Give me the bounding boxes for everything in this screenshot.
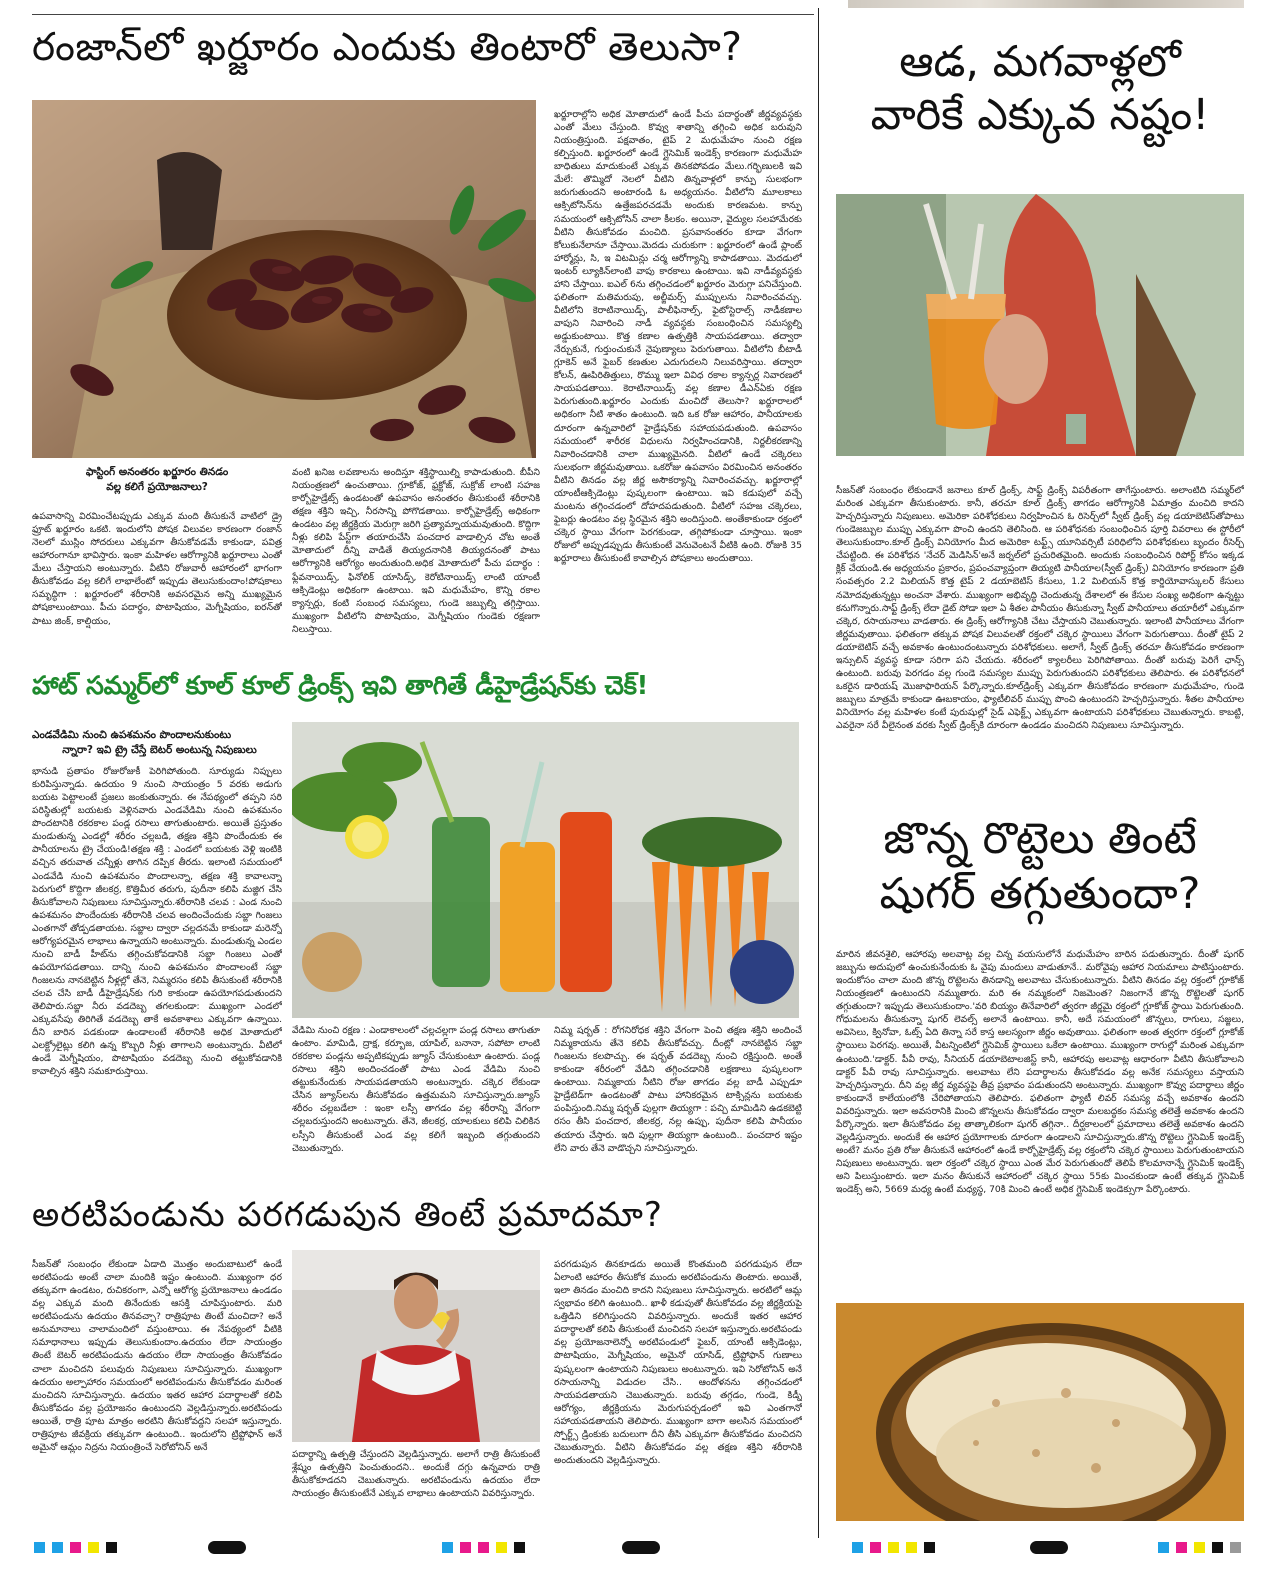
dates-headline: రంజాన్‌లో ఖర్జూరం ఎందుకు తింటారో తెలుసా?	[32, 25, 743, 70]
banana-headline: అరటిపండును పరగడుపున తింటే ప్రమాదమా?	[32, 1195, 663, 1235]
registration-pill-2	[622, 1541, 660, 1554]
dates-caption	[32, 466, 282, 496]
drinks-headline: హాట్ సమ్మర్‌లో కూల్ కూల్ డ్రింక్స్ ఇవి తాగితే డీహైడ్రేషన్‌కు చెక్!	[32, 671, 648, 701]
dates-col2: వంటి ఖనిజ లవణాలను అందిస్తూ శక్తిస్థాయిల్ని కాపాడుతుంది. బీపీని నియంత్రణలో ఉంచుతాయి. గ్లూకోజ్, ఫ్రక్టోజ్, సుక్రోజ్ లాంటి సహజ కార్బోహైడ్రేట్స్ ఉండటంతో ఉపవాసం అనంతరం తీసుకుంటే శరీరానికి తక్షణ శక్తిని ఇచ్చి, నీరసాన్ని పోగొడతాయి. కార్బోహైడ్రేట్స్ అధికంగా ఉండటం వల్ల జీర్ణక్రియ మెరుగ్గా జరిగి ప్రత్యామ్నాయమవుతుంది. కొద్దిగా నీళ్లు కలిపి పేస్ట్‌గా తయారుచేసి పంచదార వాడాల్సిన చోట అంతే మోతాదులో దీన్ని వాడితే తియ్యదనానికి తియ్యదనంతో పాటు ఆరోగ్యానికి ఆరోగ్యం అందుతుంది.అధిక మోతాదులో పీచు పదార్థం : ఫ్లేవనాయిడ్స్, ఫినోలిక్ యాసిడ్స్, కెరోటినాయిడ్స్ లాంటి యాంటీ ఆక్సిడెంట్లు అధికంగా ఉంటాయి. ఇవి మధుమేహం, కొన్ని రకాల క్యాన్సర్లు, కంటి సంబంధ సమస్యలు, గుండె జబ్బుల్ని తగ్గిస్తాయి. ముఖ్యంగా వీటిలోని పొటాషియం, మెగ్నీషియం గుండెకు రక్షణగా నిలుస్తాయి.	[292, 467, 540, 635]
gender-headline	[836, 38, 1244, 141]
roti-headline-line2: షుగర్ తగ్గుతుందా?	[879, 869, 1201, 920]
dates-photo	[32, 100, 536, 458]
dates-col3: ఖర్జూరాల్లోని అధిక మోతాదులో ఉండే పీచు పదార్థంతో జీర్ణవ్యవస్థకు ఎంతో మేలు చేస్తుంది. కొవ్వు శాతాన్ని తగ్గించి అధిక బరువుని నియంత్రిస్తుంది. పక్షవాతం, టైప్ 2 మధుమేహం నుంచి రక్షణ కల్పిస్తుంది. ఖర్జూరంలో ఉండే గ్లైసెమిక్ ఇండెక్స్ కారణంగా మధుమేహ బాధితులు మాదుకుంటే ఎక్కువ తినకపోవడం మేలు.గర్భిణులకి ఇవి మేలే: తొమ్మిదో నెలలో వీటిని తిన్నవాళ్లలో కాన్పు సులభంగా జరుగుతుందని అంటారండి ఓ అధ్యయనం. వీటిలోని మూలకాలు ఆక్సిటోసిన్‌ను ఉత్తేజపరచడమే అందుకు కారణమట. కాన్పు సమయంలో ఆక్సిటోసిన్ చాలా కీలకం. అయినా, వైద్యుల సలహామేరకు వీటిని తీసుకోవడం మంచిది. ప్రసవానంతరం కూడా వేగంగా కోలుకునేలానూ చేస్తాయి.మెదడు చురుకుగా : ఖర్జూరంలో ఉండే ప్లాంట్ హార్మోన్లు, సి, ఇ విటమిన్లు చర్మ ఆరోగ్యాన్ని కాపాడతాయి. మెదడులో ఇంటర్ ల్యూకిన్‌లాంటి వాపు కారకాలు ఉంటాయి. ఇవి నాడీవ్యవస్థకు హాని చేస్తాయి. ఐఎల్ 6ను తగ్గించడంలో ఖర్జూరం మెరుగ్గా పనిచేస్తుంది. ఫలితంగా మతిమరుపు, అల్జీమర్స్ ముప్పులను నివారించవచ్చు. వీటిలోని కెరాటినాయిడ్స్, పాలీఫినాల్స్, ఫైటోస్టెరాల్స్ నాడీకణాల వాపుని నివారించి నాడీ వ్యవస్థకు సంబంధించిన సమస్యల్ని అడ్డుకుంటాయి. కొత్త కణాల ఉత్పత్తికి సాయపడతాయి. తద్వారా నేర్చుకునే, గుర్తుంచుకునే నైపుణ్యాలు పెరుగుతాయి. వీటిలోని బీటాడీ గ్లూకెన్ అనే ఫైబర్ కణతుల ఎదుగుదలని నిలువరిస్తాయి. తద్వారా కోలన్, ఊపిరితిత్తులు, రొమ్ము ఇలా వివిధ రకాల క్యాన్సర్ల నివారణలో సాయపడతాయి. కెరాటినాయిడ్స్ వల్ల కణాల డీఎన్ఏకు రక్షణ పెరుగుతుంది.ఖర్జూరం ఎందుకు మంచిదో తెలుసా? ఖర్జూరాలలో అధికంగా నీటి శాతం ఉంటుంది. ఇది ఒక రోజు ఆహారం, పానీయాలకు దూరంగా ఉన్నవారిలో హైడ్రేషన్‌కు సహాయపడుతుంది. ఉపవాసం సమయంలో శారీరక విధులను నిర్వహించడానికి, నిర్జలీకరణాన్ని నివారించడానికి చాలా ముఖ్యమైనది. వీటిలో ఉండే చక్కెరలు సులభంగా జీర్ణమవుతాయి. ఒకరోజు ఉపవాసం విరమించిన అనంతరం వీటిని తినడం వల్ల జీర్ణ అసౌకర్యాన్ని నివారించవచ్చు. ఖర్జూరాల్లో యాంటీఆక్సిడెంట్లు పుష్కలంగా ఉంటాయి. ఇవి కడుపులో వచ్చే మంటను తగ్గించడంలో దోహదపడుతుంది. వీటిలో సహజ చక్కెరలు, ఫైబర్లు ఉండటం వల్ల స్థిరమైన శక్తిని అందిస్తుంది. అంతేకాకుండా రక్తంలో చక్కెర స్థాయి వేగంగా పెరగకుండా, తగ్గిపోకుండా చూస్తాయి. ఇంకా రోజులో అప్పుడప్పుడు తీసుకుంటే వెనువెంటనే వీటికి ఉంది. రోజుకి 35 ఖర్జూరాలు తీసుకుంటే కావాల్సిన పోషకాలు అందుతాయి.	[554, 109, 802, 565]
drinks-col3: నిమ్మ షర్బత్ : రోగనిరోధక శక్తిని వేగంగా పెంచి తక్షణ శక్తిని అందించే నిమ్మకాయను తేనె కలిపి తీసుకోవచ్చు. దీంట్లో నానబెట్టిన సబ్జా గింజలను కలపొచ్చు. ఈ షర్బత్ వడదెబ్బ నుంచి రక్షిస్తుంది. అంతే కాకుండా శరీరంలో వేడిని తగ్గించడానికి లక్షణాలు పుష్కలంగా ఉంటాయి. నిమ్మకాయ నీటిని రోజు తాగడం వల్ల బాడీ ఎప్పుడూ హైడ్రేటెడ్‌గా ఉండటంతో పాటు హానికరమైన టాక్సిన్లను బయటకు పంపిస్తుంది.నిమ్మ షర్బత్ పుల్లగా తియ్యగా : పచ్చి మామిడిని ఉడకబెట్టి రసం తీసి పంచదార, జీలకర్ర, నల్ల ఉప్పు, పుదీనా కలిపి పానీయం తయారు చేస్తారు. ఇది పుల్లగా తియ్యగా ఉంటుంది.. పంచదార ఇష్టం లేని వారు తేనె వాడొచ్చని సూచిస్తున్నారు.	[554, 1025, 802, 1154]
drinks-subhead-line1: ఎండవేడిమి నుంచి ఉపశమనం పొందాలనుకుంటు	[32, 729, 232, 741]
roti-body: మారిన జీవనశైలి, ఆహారపు అలవాట్ల వల్ల చిన్న వయసులోనే మధుమేహం బారిన పడుతున్నారు. దీంతో షుగర్ జబ్బును అదుపులో ఉంచుకునేందుకు ఓ వైపు మందులు వాడుతూనే.. మరోవైపు ఆహార నియమాలు పాటిస్తుంటారు. ఇందుకోసం చాలా మంది జొన్న రొట్టెలను తినడాన్ని అలవాటు చేసుకుంటున్నారు. వీటిని తినడం వల్ల రక్తంలో గ్లూకోజ్ నియంత్రణలో ఉంటుందని నమ్ముతారు. మరి ఈ నమ్మకంలో నిజమెంత? నిజంగానే జొన్న రొట్టెలతో షుగర్ తగ్గుతుందా? ఇప్పుడు తెలుసుకుందాం.'వరి బియ్యం తినేవారిలో త్వరగా జీర్ణమై రక్తంలో గ్లూకోజ్ స్థాయి పెరుగుతుంది. గోధుమలను తీసుకున్నా షుగర్ లెవల్స్ అలానే ఉంటాయి. కానీ, అదే సమయంలో జొన్నలు, రాగులు, సజ్జలు, అవిసెలు, క్వినోవా, ఓట్స్ ఏది తిన్నా సరే కాస్త ఆలస్యంగా జీర్ణం అవుతాయి. ఫలితంగా అంత త్వరగా రక్తంలో గ్లూకోజ్ స్థాయిలు పెరగవు. అయితే, వీటన్నింటిలో గ్లైసెమిక్ స్థాయిలు ఒకేలా ఉంటాయి. ముఖ్యంగా రాగుల్లో మరింత ఎక్కువగా ఉంటుంది.'డాక్టర్. పీవీ రావు, సీనియర్ డయాబెటాలజిస్ట్ కానీ, ఆహారపు అలవాట్ల ఆధారంగా వీటిని తీసుకోవాలని డాక్టర్ పీవీ రావు సూచిస్తున్నారు. అలవాటు లేని పదార్థాలను తీసుకోవడం వల్ల అనేక సమస్యలు వస్తాయని హెచ్చరిస్తున్నారు. దీని వల్ల జీర్ణ వ్యవస్థపై తీవ్ర ప్రభావం పడుతుందని అంటున్నారు. ముఖ్యంగా కొవ్వు పదార్థాలు జీర్ణం కాకుండానే కాలేయంలోకి చేరిపోతాయని తెలిపారు. ఫలితంగా ఫ్యాటీ లివర్ సమస్య వచ్చే అవకాశం ఉందని వివరిస్తున్నారు. ఇలా అవసరానికి మించి జొన్నలను తీసుకోవడం ద్వారా మలబద్ధకం సమస్య తలెత్తే అవకాశం ఉందని పేర్కొన్నారు. ఇలా తీసుకోవడం వల్ల తాత్కాలికంగా షుగర్ తగ్గినా.. దీర్ఘకాలంలో ప్రమాదాలు తలెత్తే అవకాశం ఉందని వెల్లడిస్తున్నారు. అందుకే ఈ ఆహార ప్రయోగాలకు దూరంగా ఉండాలని సూచిస్తున్నారు.జొన్న రొట్టెలు గ్లైసెమిక్ ఇండెక్స్ అంటే? మనం ప్రతి రోజు తీసుకునే ఆహారంలో ఉండే కార్బోహైడ్రేట్స్ వల్ల రక్తంలోని చక్కెర స్థాయిలు పెరుగుతుంటాయని నిపుణులు అంటున్నారు. ఇలా రక్తంలో చక్కెర స్థాయి ఎంత మేర పెరుగుతుందో తెలిపే కొలమానాన్నే గ్లైసెమిక్ ఇండెక్స్ అని పిలుస్తుంటారు. ఇలా మనం తీసుకునే ఆహారంలో చక్కెర స్థాయి 55కు మించకుండా ఉంటే తక్కువ గ్లైసెమిక్ ఇండెక్స్ అని, 5669 మధ్య ఉంటే మధ్యస్థ, 70కి మించి ఉంటే అధిక గ్లైసెమిక్ ఇండెక్సుగా పేర్కొంటారు.	[836, 949, 1244, 1196]
drinks-photo	[292, 722, 799, 1018]
banana-col1: సీజన్‌తో సంబంధం లేకుండా ఏడాది మొత్తం అందుబాటులో ఉండే అరటిపండు అంటే చాలా మందికి ఇష్టం ఉంటుంది. ముఖ్యంగా ధర తక్కువగా ఉండటం, రుచికరంగా, ఎన్నో ఆరోగ్య ప్రయోజనాలు ఉండడం వల్ల ఎక్కువ మంది తినేందుకు ఆసక్తి చూపిస్తుంటారు. మరి అరటిపండును ఉదయం తినవచ్చా? రాత్రిపూట తింటే మంచిదా? అనే అనుమానాలు చాలామందిలో వస్తుంటాయి. ఈ నేపథ్యంలో వీటికి సమాధానాలు ఇప్పుడు తెలుసుకుందాం.ఉదయం లేదా సాయంత్రం తింటే బెటర్ అరటిపండును ఉదయం లేదా సాయంత్రం తీసుకోవడం చాలా మంచిదని పలువురు నిపుణులు సూచిస్తున్నారు. ముఖ్యంగా ఉదయం అల్పాహారం సమయంలో అరటిపండును తీసుకోవడం మరింత మంచిదని సూచిస్తున్నారు. ఉదయం ఇతర ఆహార పదార్థాలతో కలిపి తీసుకోవడం వల్ల ప్రయోజనం ఉంటుందని వెల్లడిస్తున్నారు.అరటిపండు ఆయితే, రాత్రి పూట మాత్రం అరటిని తీసుకోవద్దని సలహా ఇస్తున్నారు. రాత్రిపూట జీవక్రియ తక్కువగా ఉంటుంది.. ఇందులోని ట్రిప్టోఫాన్ అనే అమైనో ఆమ్లం నిద్రను నియంత్రించే సెరోటోనిన్ అనే	[32, 1259, 282, 1453]
registration-pill-3	[1030, 1541, 1068, 1554]
top-strip-image	[848, 0, 1244, 8]
juices-image	[292, 722, 799, 1018]
banana-col2: పదార్థాన్ని ఉత్పత్తి చేస్తుందని వెల్లడిస్తున్నారు. అలాగే రాత్రి తీసుకుంటే శ్లేష్మం ఉత్పత్తిని పెంచుతుందని.. అందుకే దగ్గు ఉన్నవారు రాత్రి తీసుకోకూడదని చెబుతున్నారు. అరటిపండును ఉదయం లేదా సాయంత్రం తీసుకుంటేనే ఎక్కువ లాభాలు ఉంటాయని వివరిస్తున్నారు.	[292, 1449, 540, 1500]
man-eating-banana-image	[292, 1250, 540, 1442]
column-divider	[818, 8, 819, 1538]
banana-photo	[292, 1250, 540, 1442]
gender-body: సీజన్‌తో సంబంధం లేకుండానే జనాలు కూల్ డ్రింక్స్, సాఫ్ట్ డ్రింక్స్ విపరీతంగా తాగేస్తుంటారు. అలాంటిది సమ్మర్‌లో మరింత ఎక్కువగా తీసుకుంటారు. కానీ, తరచూ కూల్ డ్రింక్స్ తాగడం ఆరోగ్యానికి ఏమాత్రం మంచిది కాదని హెచ్చరిస్తున్నారు నిపుణులు. అమెరికా పరిశోధకులు నిర్వహించిన ఓ రిసెర్చ్‌లో స్వీట్ డ్రింక్స్ వల్ల డయాబెటిస్‌తోపాటు గుండెజబ్బుల ముప్పు ఎక్కువగా పొంచి ఉందని తెలిసింది. ఆ పరిశోధనకు సంబంధించిన పూర్తి వివరాలు ఈ స్టోరీలో తెలుసుకుందాం.కూల్ డ్రింక్స్ వినియోగం మీద అమెరికా టఫ్ట్స్ యూనివర్సిటీ పరిధిలోని పరిశోధకులు బృందం రీసెర్చ్ చేపట్టింది. ఈ పరిశోధన 'నేచర్ మెడిసిన్'అనే జర్నల్‌లో ప్రచురితమైంది. అందుకు సంబంధించిన రిపోర్ట్ కోసం ఇక్కడ క్లిక్ చేయండి.ఈ అధ్యయనం ప్రకారం, ప్రపంచవ్యాప్తంగా తియ్యటి పానీయాల(స్వీట్ డ్రింక్స్) వినియోగం కారణంగా ప్రతి సంవత్సరం 2.2 మిలియన్ కొత్త టైప్ 2 డయాబెటిస్ కేసులు, 1.2 మిలియన్ కొత్త కార్డియోవాస్కులర్ కేసులు నమోదవుతున్నట్లు అంచనా వేశారు. ముఖ్యంగా అభివృద్ధి చెందుతున్న దేశాలలో ఈ కేసుల సంఖ్య అధికంగా ఉన్నట్టు కనుగొన్నారు.సాఫ్ట్ డ్రింక్స్ లేదా డైట్ సోడా ఇలా ఏ శీతల పానీయం తీసుకున్నా స్వీట్ పానీయాలు తయారీలో ఎక్కువగా చక్కెర, రసాయనాలు వాడతారు. ఈ డ్రింక్స్ ఆరోగ్యానికి చేటు చేస్తాయని చెబుతున్నారు. ఇలాంటి పానీయాలు వేగంగా జీర్ణమవుతాయి. ఫలితంగా తక్కువ పోషక విలువలతో రక్తంలో చక్కెర స్థాయిలు వేగంగా పెరుగుతాయి. దీంతో టైప్ 2 డయాబెటిస్ వచ్చే అవకాశం ఉంటుందంటున్నారు పరిశోధకులు. అలాగే, స్వీట్ డ్రింక్స్ తరచూ తీసుకోవడం కారణంగా ఇన్సులిన్ వ్యవస్థ కూడా సరిగా పని చేయదు. శరీరంలో క్యాలరీలు పెరిగిపోతాయి. దీంతో బరువు పెరిగే ఛాన్స్ ఉంటుంది. బరువు పెరగడం వల్ల గుండె సమస్యల ముప్పు పెరుగుతుందని పరిశోధకులు తెలిపారు. ఈ పరిశోధనలో ఒకరైన డారియష్ మొజాఫారియన్ పేర్కొన్నారు.కూల్‌డ్రింక్స్ ఎక్కువగా తీసుకోవడం కారణంగా మధుమేహం, గుండె జబ్బులు మాత్రమే కాకుండా ఊబకాయం, ఫ్యాటీలివర్ ముప్పు పొంచి ఉంటుందని హెచ్చరిస్తున్నారు. శీతల పానీయాల వినియోగం వల్ల మహిళల కంటే పురుషుల్లో సైడ్ ఎఫెక్ట్స్ ఎక్కువగా ఉంటాయని పరిశోధకులు చెబుతున్నారు. కాబట్టి, ఎవరైనా సరే వీలైనంత వరకు స్వీట్ డ్రింక్స్‌కి దూరంగా ఉండడం మంచిదని నిపుణులు సూచిస్తున్నారు.	[836, 485, 1244, 732]
roti-photo	[836, 1303, 1244, 1521]
jowar-roti-image	[836, 1303, 1244, 1521]
drinks-col2: వేడిమి నుంచి రక్షణ : ఎండాకాలంలో చల్లచల్లగా పండ్ల రసాలు తాగుతూ ఉంటాం. మామిడి, ద్రాక్ష, కర్బూజ, యాపిల్, బనానా, సపోటా లాంటి రకరకాల పండ్లను అప్పటికప్పుడు జ్యూస్ చేసుకుంటూ ఉంటారు. పండ్ల రసాలు శక్తిని అందించడంతో పాటు ఎండ వేడిమి నుంచి తట్టుకునేందుకు సాయపడతాయని అంటున్నారు. చక్కెర లేకుండా చేసిన జ్యూస్‌లను తీసుకోవడం ఉత్తమమని సూచిస్తున్నారు.జ్యూస్ శరీరం చల్లబడేలా : ఇంకా లస్సీ తాగడం వల్ల శరీరాన్ని వేగంగా చల్లబరుస్తుందని అంటున్నారు. తేనె, జీలకర్ర, యాలకులు కలిపి చిలికిన లస్సీని తీసుకుంటే ఎండ వల్ల కలిగే ఇబ్బంది తగ్గుతుందని చెబుతున్నారు.	[292, 1025, 540, 1154]
registration-pill-1	[208, 1541, 246, 1554]
drinks-subhead-line2: న్నారా? ఇవి ట్రై చేస్తే బెటర్ అంటున్న నిపుణులు	[62, 744, 257, 756]
drinks-col1: భానుడి ప్రతాపం రోజురోజుకీ పెరిగిపోతుంది. సూర్యుడు నిప్పులు కురిపిస్తున్నాడు. ఉదయం 9 నుంచి సాయంత్రం 5 వరకు అడుగు బయట పెట్టాలంటే ప్రజలు జంకుతున్నారు. ఈ నేపథ్యంలో తప్పని సరి పరిస్థితుల్లో బయటకు వెళ్లినవారు ఎండవేడిమి నుంచి ఉపశమనం పొందటానికి రకరకాల పండ్ల రసాలు తాగుతుంటారు. అయితే ప్రస్తుతం మండుతున్న ఎండల్లో శరీరం చల్లబడి, తక్షణ శక్తిని పొందేందుకు ఈ పానీయాలను ట్రై చేయండి!తక్షణ శక్తి : ఎండలో బయటకు వెళ్లి ఇంటికి వచ్చిన తరువాత చన్నీళ్లు తాగిన దప్పిక తీరదు. ఇలాంటి సమయంలో ఎండవేడి నుంచి ఉపశమనం పొందాలన్నా, తక్షణ శక్తి కావాలన్నా పెరుగులో కొద్దిగా జీలకర్ర, కొత్తిమీర తరుగు, పుదీనా కలిపి మజ్జిగ చేసి తీసుకోవాలని నిపుణులు సూచిస్తున్నారు.శరీరానికి చలవ : ఎండ నుంచి ఉపశమనం పొందేందుకు శరీరానికి చలవ అందించేందుకు సబ్జా గింజలు ఎంతగానో తోడ్పడతాయట. సబ్జాల ద్వారా చల్లదనమే కాకుండా మరెన్నో ఆరోగ్యపరమైన లాభాలు ఉన్నాయని అంటున్నారు. మండుతున్న ఎండల నుంచి బాడీ హీట్‌ను తగ్గించుకోవడానికి సబ్జా గింజలు ఎంతో ఉపయోగపడతాయి. దాన్ని నుంచి ఉపశమనం పొందాలంటే సబ్జా గింజలను నానబెట్టిన నీళ్లల్లో తేనె, నిమ్మరసం కలిపి తీసుకుంటే శరీరానికి చలవ చేసి బాడీ డీహైడ్రేషన్‌కు గురి కాకుండా ఉపయోగపడుతుందని తెలిపారు.సబ్జా నీరు వడదెబ్బ తగలకుండా: ముఖ్యంగా ఎండలో ఎక్కువసేపు తిరిగితే వడదెబ్బ తాకే అవకాశాలు ఎక్కువగా ఉన్నాయి. దీని బారిన పడకుండా ఉండాలంటే శరీరానికి అధిక మోతాదులో ఎలక్ట్రోలైట్లు కలిగి ఉన్న కొబ్బరి నీళ్లు తాగాలని అంటున్నారు. వీటిలో ఉండే మెగ్నీషియం, పొటాషియం వడదెబ్బ నుంచి తట్టుకోవడానికి కావాల్సిన శక్తిని సమకూరుస్తాయి.	[32, 766, 282, 1078]
top-rule	[32, 14, 814, 15]
gender-photo	[836, 194, 1244, 456]
gender-headline-line1: ఆడ, మగవాళ్లలో	[899, 37, 1181, 87]
dates-caption-line1: ఫాస్టింగ్ అనంతరం ఖర్జూరం తినడం	[85, 466, 229, 478]
dates-col1: ఉపవాసాన్ని విరమించేటప్పుడు ఎక్కువ మంది తీసుకునే వాటిలో డ్రై ఫ్రూట్ ఖర్జూరం ఒకటి. ఇందులోని పోషక విలువల కారణంగా రంజాన్ నెలలో ముస్లిం సోదరులు ఎక్కువగా తీసుకోవడమే కాకుండా, పవిత్ర ఆహారంగానూ భావిస్తారు. ఇంకా మహిళల ఆరోగ్యానికి ఖర్జూరాలు ఎంతో మేలు చేస్తాయని అంటున్నారు. వీటిని రోజువారీ ఆహారంలో భాగంగా తీసుకోవడం వల్ల కలిగే లాభాలేంటో ఇప్పుడు తెలుసుకుందాం!పోషకాలు సమృద్ధిగా : ఖర్జూరంలో శరీరానికి అవసరమైన అన్ని ముఖ్యమైన పోషకాలుంటాయి. పీచు పదార్థం, పొటాషియం, మెగ్నీషియం, ఐరన్‌తో పాటు జింక్, కాల్షియం,	[32, 511, 282, 627]
banana-col3: పరగడుపున తినకూడదు అయితే కొంతమంది పరగడుపున లేదా ఏలాంటి ఆహారం తీసుకోక ముందు అరటిపండును తింటారు. అయితే, ఇలా తినడం మంచిది కాదని నిపుణులు సూచిస్తున్నారు. అరటిలో ఆమ్ల స్వభావం కలిగి ఉంటుంది.. ఖాళీ కడుపుతో తీసుకోవడం వల్ల జీర్ణక్రియపై ఒత్తిడిని కలిగిస్తుందని వివరిస్తున్నారు. అందుకే ఇతర ఆహార పదార్థాలతో కలిపి తీసుకుంటే మంచిదని సలహా ఇస్తున్నారు.అరటిపండు వల్ల ప్రయోజనాలెన్నో అరటిపండులో ఫైబర్, యాంటీ ఆక్సిడెంట్లు, పొటాషియం, మెగ్నీషియం, అమైనో యాసిడ్, ట్రిప్టోఫాన్ గుణాలు పుష్కలంగా ఉంటాయని నిపుణులు అంటున్నారు. ఇవి సెరోటోనిన్ అనే రసాయనాన్ని విడుదల చేసి.. ఆందోళనను తగ్గించడంలో సాయపడతాయని చెబుతున్నారు. బరువు తగ్గడం, గుండె, కిడ్నీ ఆరోగ్యం, జీర్ణక్రియను మెరుగుపర్చడంలో ఇవి ఎంతగానో సహాయపడతాయని తెలిపారు. ముఖ్యంగా బాగా అలసిన సమయంలో స్పోర్ట్స్ డ్రింకుకు బదులుగా దీని తీసి ఎక్కువగా తీసుకోవడం మంచిదని చెబుతున్నారు. వీటిని తీసుకోవడం వల్ల తక్షణ శక్తిని శరీరానికి అందుతుందని వెల్లడిస్తున్నారు.	[554, 1259, 802, 1466]
dates-caption-line2: వల్ల కలిగే ప్రయోజనాలు?	[106, 481, 208, 493]
dates-bowl-image	[32, 100, 536, 458]
roti-headline	[836, 815, 1244, 920]
roti-headline-line1: జొన్న రొట్టెలు తింటే	[883, 814, 1197, 864]
gender-headline-line2: వారికే ఎక్కువ నష్టం!	[870, 90, 1210, 141]
woman-holding-drink-image	[836, 194, 1244, 456]
drinks-subhead	[32, 729, 287, 759]
